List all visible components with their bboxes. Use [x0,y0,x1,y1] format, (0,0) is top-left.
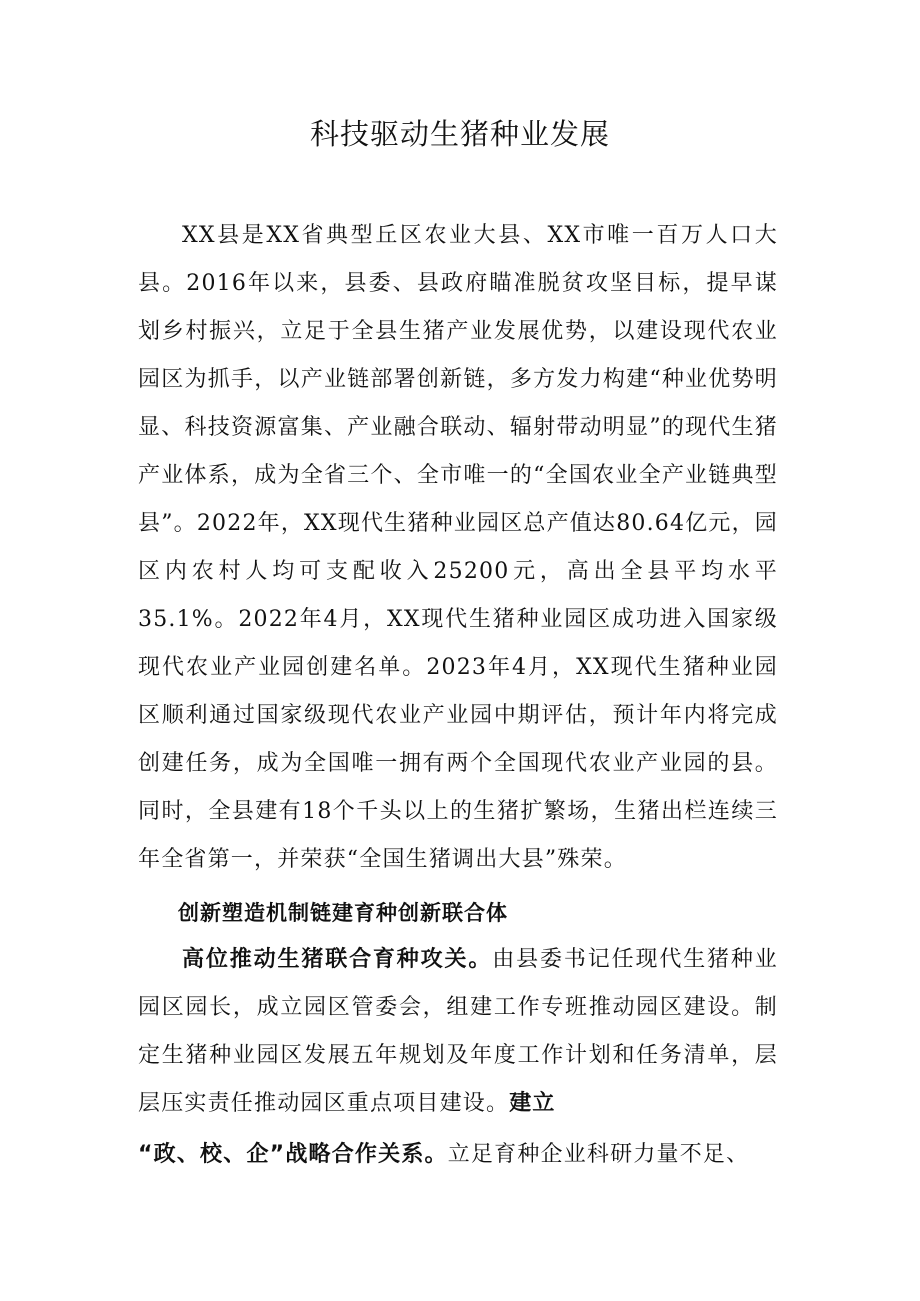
paragraph-body-text-2: 立足育种企业科研力量不足、 [447,1142,750,1167]
body-paragraph-intro: XX县是XX省典型丘区农业大县、XX市唯一百万人口大县。2016年以来，县委、县政府瞄准脱贫攻坚目标，提早谋划乡村振兴，立足于全县生猪产业发展优势，以建设现代农业园区为抓手，以产业链部署创新链，多方发力构建“种业优势明显、科技资源富集、产业融合联动、辐射带动明显”的现代生猪产业体系，成为全省三个、全市唯一的“全国农业全产业链典型县”。2022年，XX现代生猪种业园区总产值达80.64亿元，园区内农村人均可支配收入25200元，高出全县平均水平35.1%。2022年4月，XX现代生猪种业园区成功进入国家级现代农业产业园创建名单。2023年4月，XX现代生猪种业园区顺利通过国家级现代农业产业园中期评估，预计年内将完成创建任务，成为全国唯一拥有两个全国现代农业产业园的县。同时，全县建有18个千头以上的生猪扩繁场，生猪出栏连续三年全省第一，并荣获“全国生猪调出大县”殊荣。 [138,223,778,872]
section-heading: 创新塑造机制链建育种创新联合体 [178,901,508,925]
paragraph-lead-bold: 高位推动生猪联合育种攻关。 [182,947,493,972]
body-paragraph-continued [138,1131,778,1179]
paragraph-body-text: 由县委书记任现代生猪种业园区园长，成立园区管委会，组建工作专班推动园区建设。制定生猪种业园区发展五年规划及年度工作计划和任务清单，层层压实责任推动园区重点项目建设。 [138,947,778,1116]
document-title: 科技驱动生猪种业发展 [309,117,610,151]
paragraph-lead-bold-2: “政、校、企”战略合作关系。 [138,1142,448,1167]
paragraph-tail-bold: 建立 [509,1091,556,1116]
body-paragraph-section [138,936,778,1128]
